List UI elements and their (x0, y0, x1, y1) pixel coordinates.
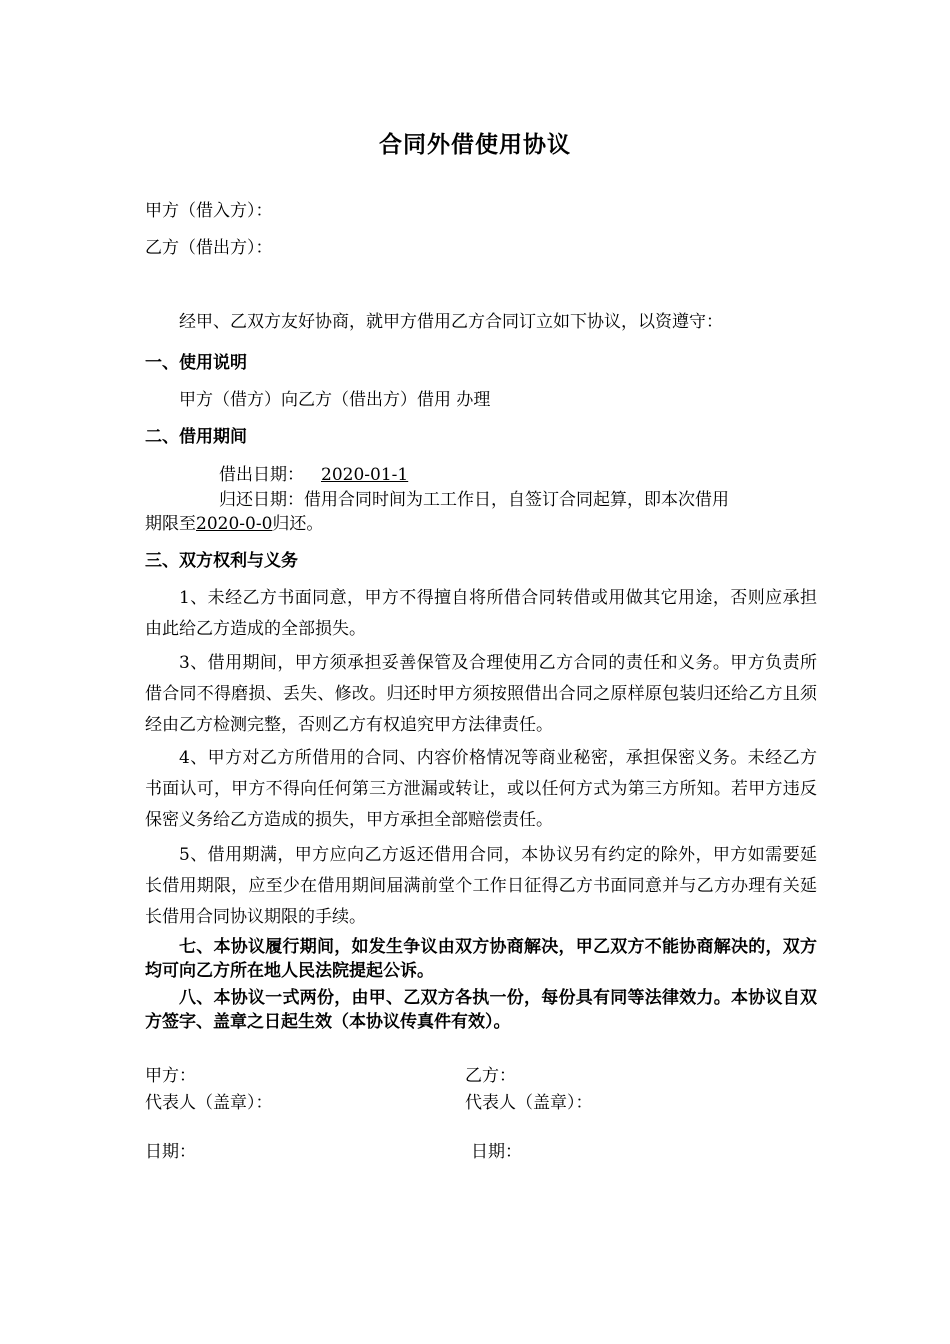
rights-item-4: 4、甲方对乙方所借用的合同、内容价格情况等商业秘密，承担保密义务。未经乙方书面认可，甲方不得向任何第三方泄漏或转让，或以任何方式为第三方所知。若甲方违反保密义务给乙方造成的损失，甲方承担全部赔偿责任。 (145, 748, 817, 830)
signature-party-b-date: 日期： (471, 1142, 522, 1162)
signature-party-b-rep: 代表人（盖章）： (465, 1093, 593, 1113)
section2-heading: 二、借用期间 (145, 427, 247, 447)
signature-party-a-rep: 代表人（盖章）： (145, 1093, 273, 1113)
rights-item-5: 5、借用期满，甲方应向乙方返还借用合同，本协议另有约定的除外，甲方如需要延长借用期限，应至少在借用期间届满前堂个工作日征得乙方书面同意并与乙方办理有关延长借用合同协议期限的手续。 (145, 845, 817, 927)
clause-7: 七、本协议履行期间，如发生争议由双方协商解决，甲乙双方不能协商解决的，双方均可向乙方所在地人民法院提起公诉。 (145, 937, 817, 981)
signature-party-b-label: 乙方： (465, 1066, 516, 1086)
document-title: 合同外借使用协议 (379, 132, 571, 158)
section3-heading: 三、双方权利与义务 (145, 551, 298, 571)
lend-date-value: 2020-01-1 (321, 465, 409, 485)
rights-item-1: 1、未经乙方书面同意，甲方不得擅自将所借合同转借或用做其它用途，否则应承担由此给乙方造成的全部损失。 (145, 588, 817, 639)
return-deadline-suffix: 归还。 (272, 514, 324, 534)
clause-8: 八、本协议一式两份，由甲、乙双方各执一份，每份具有同等法律效力。本协议自双方签字、盖章之日起生效（本协议传真件有效）。 (145, 988, 817, 1032)
lend-date-row (219, 460, 408, 485)
intro-paragraph: 经甲、乙双方友好协商，就甲方借用乙方合同订立如下协议，以资遵守： (179, 312, 723, 332)
return-deadline-prefix: 期限至 (145, 514, 196, 534)
lend-date-label: 借出日期： (219, 465, 304, 485)
section1-heading: 一、使用说明 (145, 353, 247, 373)
return-deadline-value: 2020-0-0 (196, 514, 273, 534)
party-a-line: 甲方（借入方）： (145, 201, 273, 221)
signature-party-a-date: 日期： (145, 1142, 196, 1162)
return-deadline-row (145, 509, 323, 534)
section1-text: 甲方（借方）向乙方（借出方）借用 办理 (179, 390, 491, 410)
return-date-text: 归还日期：借用合同时间为工工作日，自签订合同起算，即本次借用 (219, 490, 729, 510)
party-b-line: 乙方（借出方）： (145, 238, 273, 258)
rights-item-3: 3、借用期间，甲方须承担妥善保管及合理使用乙方合同的责任和义务。甲方负责所借合同不得磨损、丢失、修改。归还时甲方须按照借出合同之原样原包装归还给乙方且须经由乙方检测完整，否则乙方有权追究甲方法律责任。 (145, 653, 817, 735)
signature-party-a-label: 甲方： (145, 1066, 196, 1086)
